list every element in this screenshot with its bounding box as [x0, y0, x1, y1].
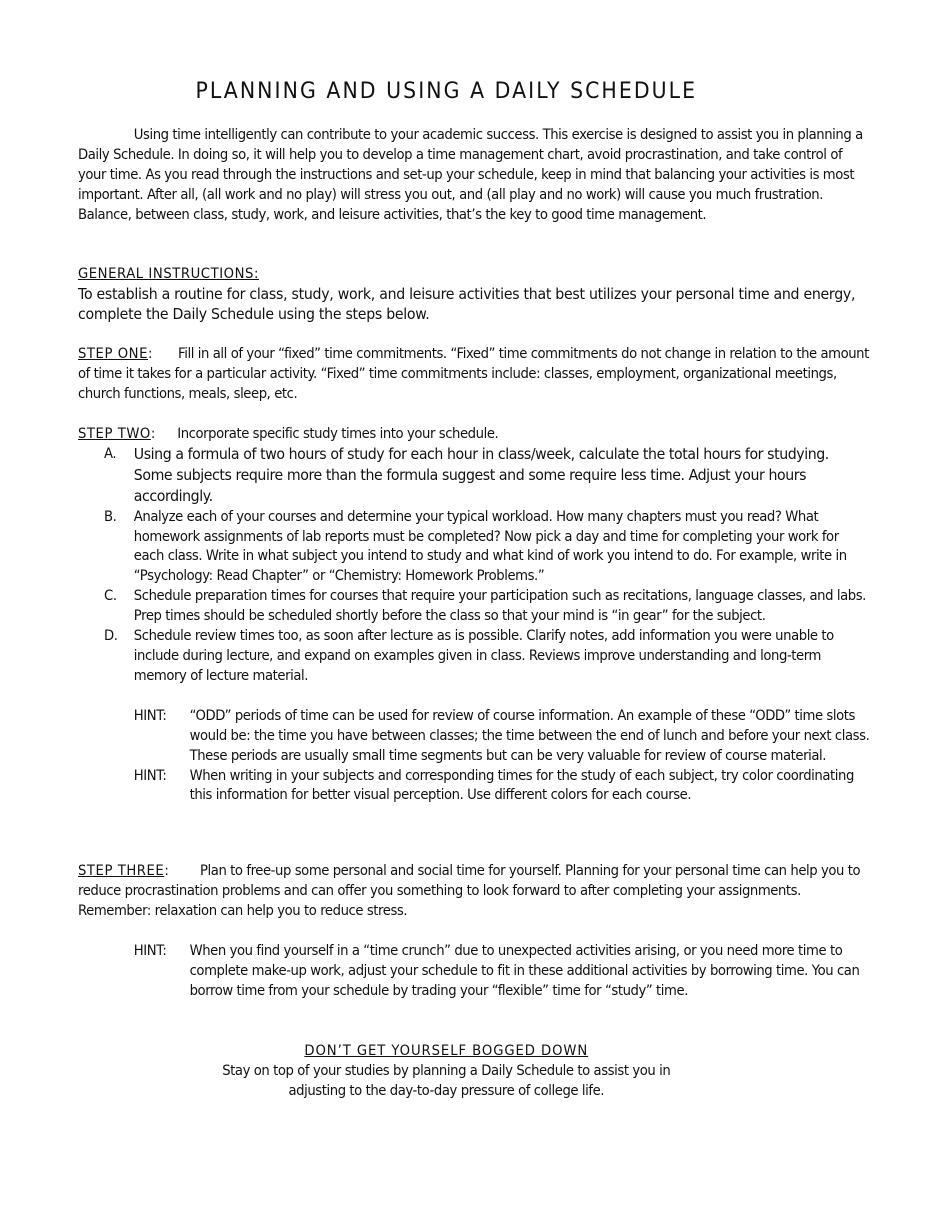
step-three-colon: : [164, 863, 169, 879]
step-two-section [78, 425, 869, 806]
step-two-label: STEP TWO [78, 426, 151, 442]
step-three-section [78, 862, 869, 922]
list-item-text: Analyze each of your courses and determine your typical workload. How many chapters must you read? What homework assignments of lab reports must be completed? Now pick a day and time for completing your work for each class. Write in what subject you intend to study and what kind of work you intend to do. For example, write in “Psychology: Read Chapter” or “Chemistry: Homework Problems.” [133, 508, 847, 585]
closing-section [78, 1042, 815, 1102]
page-title: PLANNING AND USING A DAILY SCHEDULE [195, 79, 698, 104]
step-two-list [78, 445, 869, 687]
general-heading-text: GENERAL INSTRUCTIONS: [78, 266, 259, 282]
step-one-label: STEP ONE [78, 346, 148, 362]
closing-line-2: adjusting to the day-to-day pressure of college life. [288, 1082, 605, 1099]
list-marker: A. [104, 445, 117, 462]
step-one-section [78, 345, 869, 405]
closing-line-1: Stay on top of your studies by planning a Daily Schedule to assist you in [222, 1062, 671, 1079]
step-three-text: Plan to free-up some personal and social time for yourself. Planning for your personal time can help you to reduce procrastination problems and can offer you something to look forward to after completing your assignments. Remember: relaxation can help you to reduce stress. [78, 863, 861, 919]
general-instructions-heading [78, 265, 869, 285]
hint-block [78, 942, 869, 1002]
list-marker: D. [104, 628, 118, 645]
intro-paragraph [78, 126, 869, 226]
hint-block [78, 767, 869, 807]
list-item [78, 445, 869, 508]
hint-label: HINT: [133, 707, 167, 724]
step-three-label: STEP THREE [78, 863, 165, 879]
hint-block [78, 707, 869, 767]
list-item [78, 627, 869, 687]
hint-text: When writing in your subjects and corresponding times for the study of each subject, try color coordinating this information for better visual perception. Use different colors for each course. [189, 767, 854, 804]
list-marker: C. [104, 588, 117, 605]
hint-text: “ODD” periods of time can be used for review of course information. An example of these “ODD” time slots would be: the time you have between classes; the time between the end of lunch and before your next class. These periods are usually small time segments but can be very valuable for review of course material. [189, 707, 870, 764]
hint-text: When you find yourself in a “time crunch” due to unexpected activities arising, or you need more time to complete make-up work, adjust your schedule to fit in these additional activities by borrowing time. You can borrow time from your schedule by trading your “flexible” time for “study” time. [189, 943, 860, 999]
step-two-text: Incorporate specific study times into your schedule. [177, 426, 499, 442]
intro-text: Using time intelligently can contribute to your academic success. This exercise is designed to assist you in planning a Daily Schedule. In doing so, it will help you to develop a time management chart, avoid procrastination, and take control of your time. As you read through the instructions and set-up your schedule, keep in mind that balancing your activities is most important. After all, (all work and no play) will stress you out, and (all play and no work) will cause you much frustration. Balance, between class, study, work, and leisure activities, that’s the key to good time management. [78, 127, 863, 223]
list-item-text: Schedule preparation times for courses that require your participation such as recitations, language classes, and labs. Prep times should be scheduled shortly before the class so that your mind is “in gear” for the subject. [133, 588, 866, 625]
list-marker: B. [104, 508, 117, 525]
list-item [78, 508, 869, 588]
hint-label: HINT: [133, 767, 167, 784]
step-one-colon: : [147, 346, 153, 362]
hint-label: HINT: [133, 943, 167, 959]
step-one-text: Fill in all of your “fixed” time commitments. “Fixed” time commitments do not change in relation to the amount of time it takes for a particular activity. “Fixed” time commitments include: classes, employment, organizational meetings, church functions, meals, sleep, etc. [78, 346, 869, 402]
list-item-text: Using a formula of two hours of study for each hour in class/week, calculate the total hours for studying. Some subjects require more than the formula suggest and some require less time. Adjust your hours accordingly. [133, 444, 829, 505]
list-item-text: Schedule review times too, as soon after lecture as is possible. Clarify notes, add information you were unable to include during lecture, and expand on examples given in class. Reviews improve understanding and long-term memory of lecture material. [133, 628, 834, 684]
general-instructions-body: To establish a routine for class, study, work, and leisure activities that best utilizes your personal time and energy, complete the Daily Schedule using the steps below. [78, 285, 856, 323]
list-item [78, 587, 869, 627]
closing-heading: DON’T GET YOURSELF BOGGED DOWN [304, 1043, 589, 1059]
step-three-hint [78, 942, 869, 1002]
step-two-hints [78, 707, 869, 807]
step-two-colon: : [150, 426, 155, 442]
step-two-heading [78, 425, 869, 445]
